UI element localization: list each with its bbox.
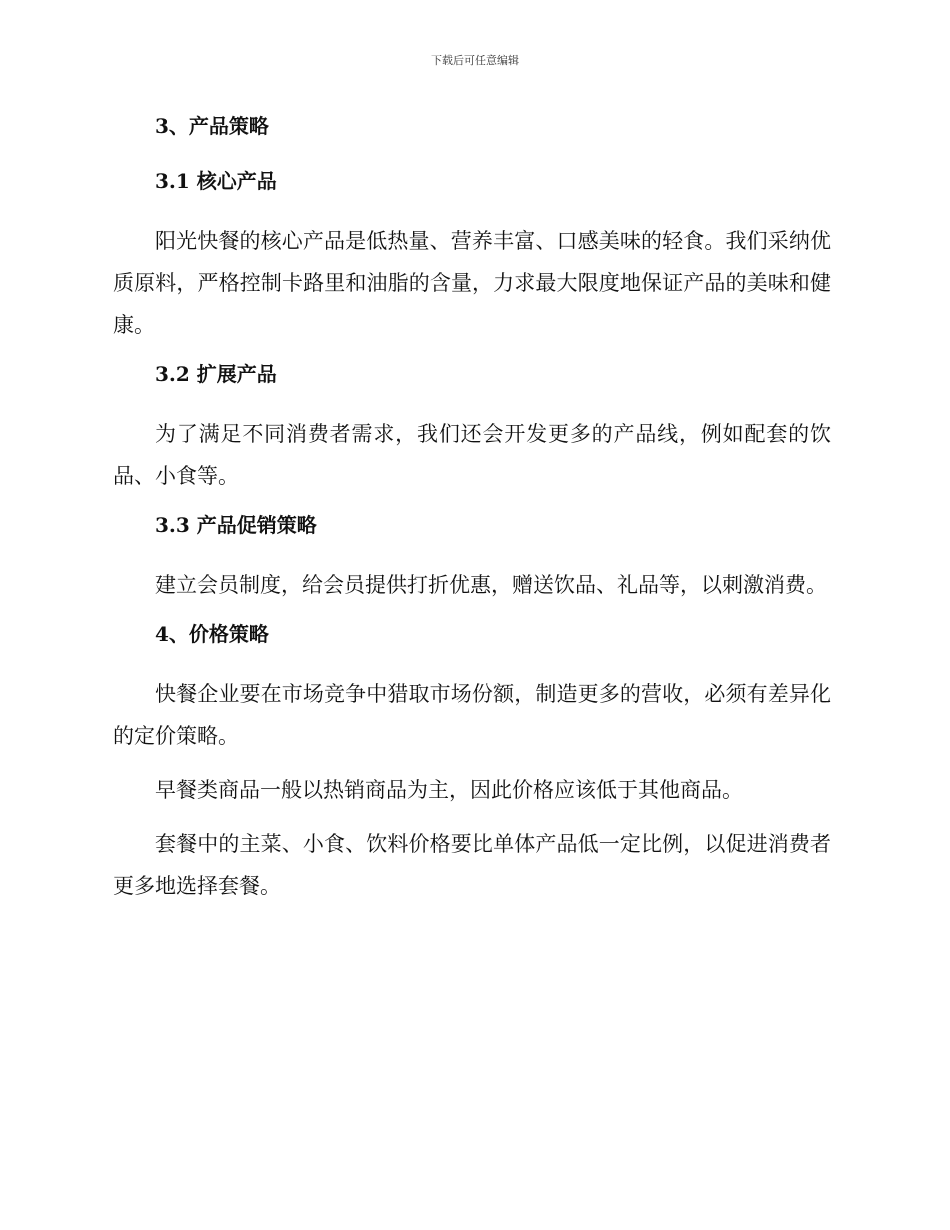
- subsection-heading-extended-product: 3.2 扩展产品: [155, 362, 277, 386]
- page-header: 下载后可任意编辑: [431, 54, 519, 67]
- subsection-heading-promotion-strategy: 3.3 产品促销策略: [155, 513, 317, 537]
- document-body: [113, 110, 831, 907]
- paragraph-breakfast-pricing: 早餐类商品一般以热销商品为主，因此价格应该低于其他商品。: [155, 778, 743, 802]
- paragraph-combo-pricing: 套餐中的主菜、小食、饮料价格要比单体产品低一定比例，以促进消费者更多地选择套餐。: [113, 832, 831, 898]
- paragraph-core-product: 阳光快餐的核心产品是低热量、营养丰富、口感美味的轻食。我们采纳优质原料，严格控制卡路里和油脂的含量，力求最大限度地保证产品的美味和健康。: [113, 229, 831, 337]
- paragraph-price-differentiation: 快餐企业要在市场竞争中猎取市场份额，制造更多的营收，必须有差异化的定价策略。: [113, 682, 831, 748]
- paragraph-promotion-strategy: 建立会员制度，给会员提供打折优惠，赠送饮品、礼品等，以刺激消费。: [155, 573, 827, 597]
- subsection-heading-core-product: 3.1 核心产品: [155, 169, 277, 193]
- section-heading-price-strategy: 4、价格策略: [155, 622, 269, 646]
- paragraph-extended-product: 为了满足不同消费者需求，我们还会开发更多的产品线，例如配套的饮品、小食等。: [113, 422, 831, 488]
- section-heading-product-strategy: 3、产品策略: [155, 114, 269, 138]
